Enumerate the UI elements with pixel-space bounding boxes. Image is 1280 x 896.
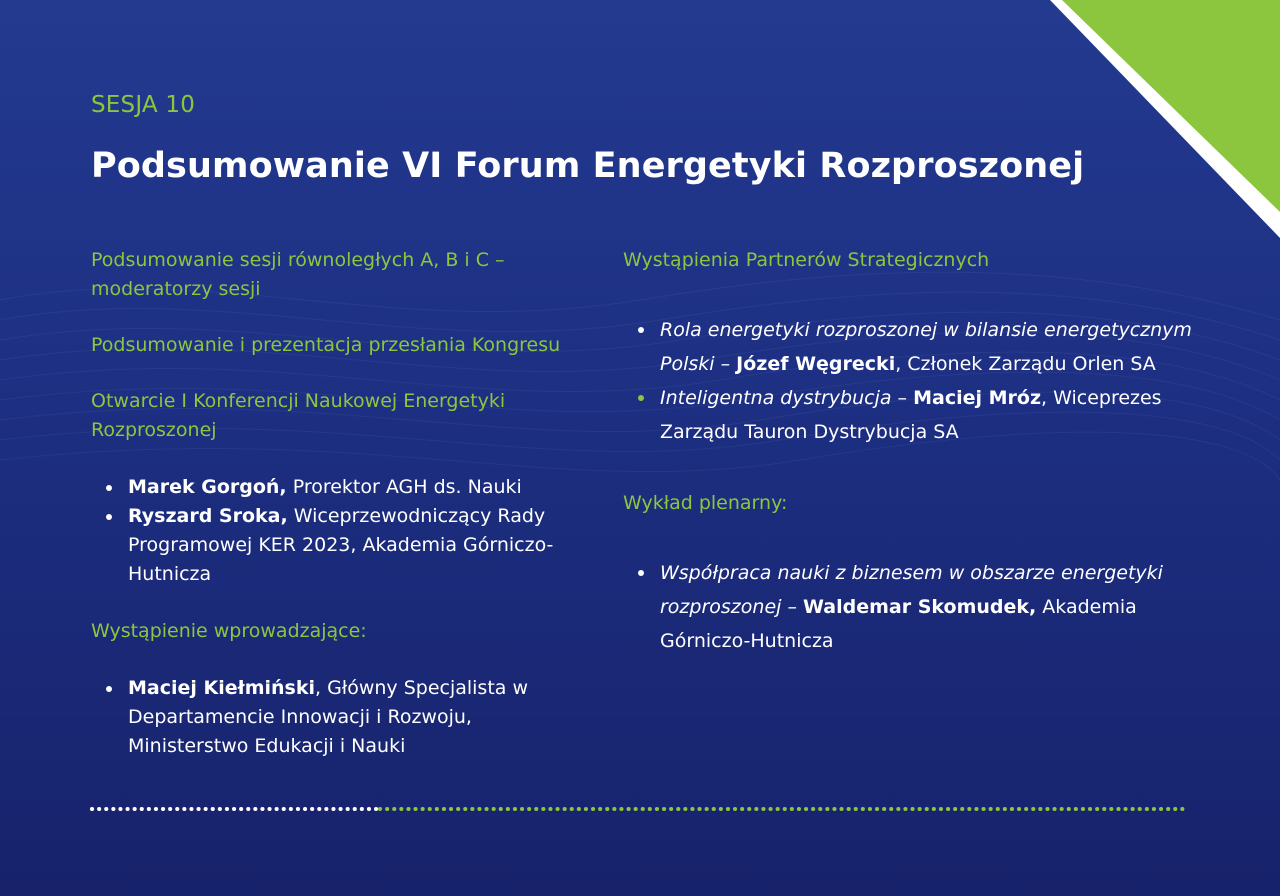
bullet-icon <box>638 327 644 333</box>
partners-heading: Wystąpienia Partnerów Strategicznych <box>623 249 990 271</box>
speaker-role: Wiceprzewodniczący Rady Programowej KER 2023, Akademia Górniczo-Hutnicza <box>128 505 554 585</box>
plenary-talks-list <box>623 556 1203 658</box>
left-column <box>91 246 591 761</box>
agenda-item-parallel-sessions: Podsumowanie sesji równoległych A, B i C – moderatorzy sesji <box>91 249 505 300</box>
partner-talks-list <box>623 313 1203 449</box>
list-item <box>623 556 1203 658</box>
speaker-name: Maciej Kiełmiński <box>128 677 315 699</box>
speaker-role: , Wiceprezes Zarządu Tauron Dystrybucja SA <box>660 387 1162 443</box>
list-item <box>91 473 591 502</box>
session-label: SESJA 10 <box>91 92 196 118</box>
list-item <box>623 313 1203 381</box>
dotted-divider <box>90 806 1190 812</box>
speaker-role: , Członek Zarządu Orlen SA <box>895 353 1156 375</box>
talk-topic: Rola energetyki rozproszonej w bilansie energetycznym Polski <box>660 319 1192 375</box>
agenda-item-congress-message: Podsumowanie i prezentacja przesłania Kongresu <box>91 334 561 356</box>
opening-speakers-list <box>91 473 591 589</box>
intro-heading: Wystąpienie wprowadzające: <box>91 620 367 642</box>
plenary-heading: Wykład plenarny: <box>623 492 788 514</box>
intro-speakers-list <box>91 674 591 761</box>
bullet-icon <box>106 485 112 491</box>
bullet-icon <box>106 686 112 692</box>
speaker-name: Waldemar Skomudek, <box>803 596 1037 618</box>
speaker-name: Marek Gorgoń, <box>128 476 287 498</box>
page-title: Podsumowanie VI Forum Energetyki Rozproszonej <box>91 146 1085 186</box>
speaker-role: Prorektor AGH ds. Nauki <box>286 476 522 498</box>
list-item <box>91 674 591 761</box>
list-item <box>91 502 591 589</box>
separator: – <box>891 387 914 409</box>
speaker-role: Akademia Górniczo-Hutnicza <box>660 596 1137 652</box>
speaker-name: Ryszard Sroka, <box>128 505 288 527</box>
bullet-icon <box>638 395 644 401</box>
speaker-role: , Główny Specjalista w Departamencie Innowacji i Rozwoju, Ministerstwo Edukacji i Nauki <box>128 677 528 757</box>
agenda-item-conference-opening: Otwarcie I Konferencji Naukowej Energetyki Rozproszonej <box>91 390 506 441</box>
separator: – <box>781 596 804 618</box>
corner-decoration <box>1040 0 1280 240</box>
talk-topic: Współpraca nauki z biznesem w obszarze energetyki rozproszonej <box>660 562 1163 618</box>
bullet-icon <box>638 570 644 576</box>
right-column <box>623 246 1203 658</box>
talk-topic: Inteligentna dystrybucja <box>660 387 892 409</box>
separator: – <box>714 353 737 375</box>
speaker-name: Józef Węgrecki <box>736 353 896 375</box>
speaker-name: Maciej Mróz <box>913 387 1042 409</box>
list-item <box>623 381 1203 449</box>
bullet-icon <box>106 514 112 520</box>
